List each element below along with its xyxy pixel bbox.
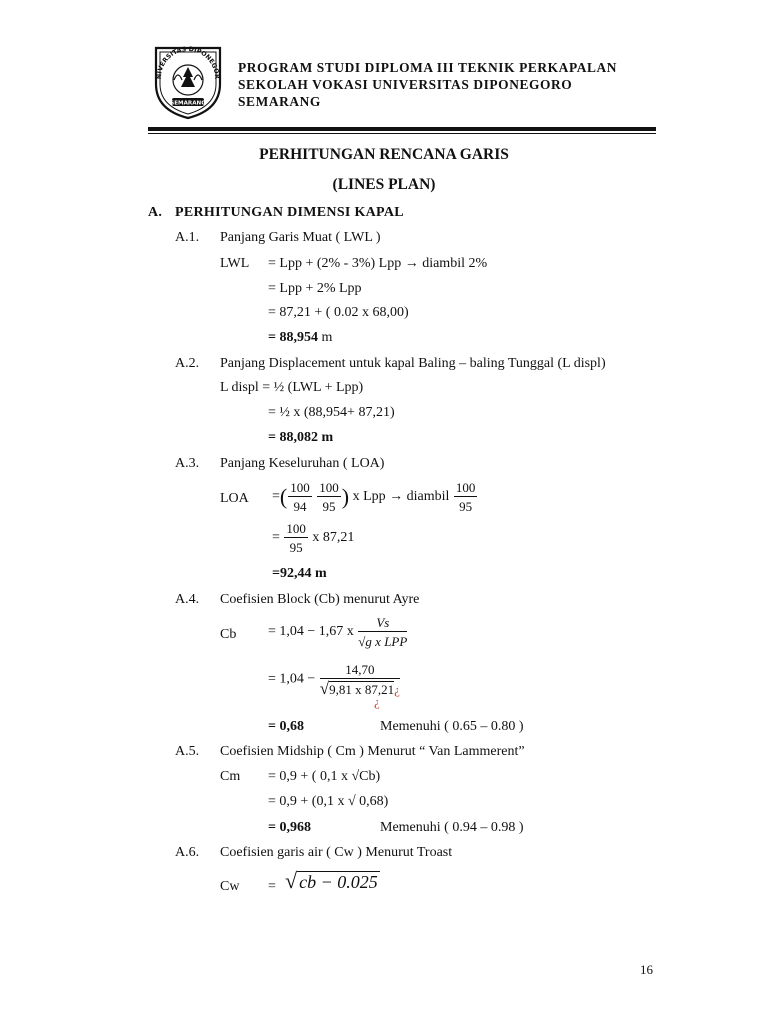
a5-result-value: 0,968 bbox=[279, 820, 311, 835]
a3-fraction-4: $\frac{100}{95}$ bbox=[286, 521, 306, 555]
a4-variable: Cb bbox=[220, 627, 237, 642]
a3-title: Panjang Keseluruhan ( LOA) bbox=[220, 456, 385, 471]
a1-line-2: = Lpp + 2% Lpp bbox=[268, 281, 362, 296]
a6-eq: = bbox=[268, 879, 276, 894]
a3-result: =92,44 m bbox=[272, 566, 327, 581]
a3-mid-text: x Lpp → diambil bbox=[352, 489, 450, 504]
svg-text:UNIVERSITAS DIPONEGORO: NIVERSITAS DIPONEGOR bbox=[155, 45, 221, 80]
a4-line-1-head: = 1,04 − 1,67 x bbox=[268, 624, 354, 639]
page-subtitle: (LINES PLAN) bbox=[332, 176, 436, 193]
header-divider-thick bbox=[148, 127, 656, 131]
a1-result-value: 88,954 bbox=[279, 330, 318, 345]
a4-fraction-2: $\frac{14,70}{√9,81 x 87,21¿}$ bbox=[319, 662, 400, 698]
a4-correction-mark: ¿ bbox=[374, 694, 380, 709]
a6-formula-radicand: cb − 0.025 bbox=[299, 872, 378, 892]
a4-number: A.4. bbox=[175, 592, 200, 607]
a1-result bbox=[268, 330, 332, 346]
a5-number: A.5. bbox=[175, 744, 200, 759]
a5-title: Coefisien Midship ( Cm ) Menurut “ Van Lammerent” bbox=[220, 744, 525, 759]
a3-variable: LOA bbox=[220, 491, 249, 506]
a3-formula: =( $\frac{100}{94}$ $\frac{100}{95}$ ) x Lpp → diambil $\frac{100}{95}$ bbox=[272, 480, 476, 514]
a2-line-1: L displ = ½ (LWL + Lpp) bbox=[220, 380, 364, 395]
a1-title: Panjang Garis Muat ( LWL ) bbox=[220, 230, 381, 245]
a5-line-2: = 0,9 + (0,1 x √ 0,68) bbox=[268, 794, 389, 809]
a6-variable: Cw bbox=[220, 879, 240, 894]
a6-formula: √ cb − 0.025 bbox=[285, 868, 378, 893]
header-divider-thin bbox=[148, 133, 656, 134]
a6-number: A.6. bbox=[175, 845, 200, 860]
a4-note: Memenuhi ( 0.65 – 0.80 ) bbox=[380, 719, 524, 734]
a2-result: = 88,082 m bbox=[268, 430, 334, 445]
a1-variable: LWL bbox=[220, 256, 250, 271]
a3-line-2-eq: = bbox=[272, 530, 280, 545]
a4-line-1 bbox=[268, 615, 408, 649]
header-line-program: PROGRAM STUDI DIPLOMA III TEKNIK PERKAPALAN bbox=[238, 60, 618, 75]
section-a-title: PERHITUNGAN DIMENSI KAPAL bbox=[175, 205, 404, 220]
a4-line-2-head: = 1,04 − bbox=[268, 671, 316, 687]
section-a-label: A. bbox=[148, 205, 163, 220]
a5-note: Memenuhi ( 0.94 – 0.98 ) bbox=[380, 820, 524, 835]
a3-fraction-3: $\frac{100}{95}$ bbox=[455, 480, 476, 514]
a2-number: A.2. bbox=[175, 356, 200, 371]
a1-line-3: = 87,21 + ( 0.02 x 68,00) bbox=[268, 305, 409, 320]
a1-result-eq: = bbox=[268, 330, 276, 345]
a5-variable: Cm bbox=[220, 769, 241, 784]
page-number: 16 bbox=[640, 962, 653, 977]
a5-result bbox=[268, 820, 311, 836]
a3-fraction-1: $\frac{100}{94}$ bbox=[290, 480, 310, 514]
a3-fraction-2: $\frac{100}{95}$ bbox=[319, 480, 339, 514]
a1-result-unit: m bbox=[321, 330, 333, 345]
a4-line-2 bbox=[268, 662, 401, 697]
a4-result-eq: = bbox=[268, 719, 276, 734]
a2-title: Panjang Displacement untuk kapal Baling – baling Tunggal (L displ) bbox=[220, 356, 606, 371]
a2-line-2: = ½ x (88,954+ 87,21) bbox=[268, 405, 395, 420]
a1-line-1: = Lpp + (2% - 3%) Lpp → diambil 2% bbox=[268, 256, 488, 271]
a5-line-1: = 0,9 + ( 0,1 x √Cb) bbox=[268, 769, 381, 784]
a3-line-2 bbox=[272, 521, 354, 555]
a4-title: Coefisien Block (Cb) menurut Ayre bbox=[220, 592, 420, 607]
a1-number: A.1. bbox=[175, 230, 200, 245]
university-logo bbox=[150, 40, 226, 120]
a3-line-2-tail: x 87,21 bbox=[312, 530, 355, 545]
header-line-city: SEMARANG bbox=[238, 94, 321, 109]
svg-text:SEMARANG: SEMARANG bbox=[170, 100, 206, 107]
a4-result-value: 0,68 bbox=[279, 719, 304, 734]
a4-result bbox=[268, 719, 304, 735]
a4-fraction-1: $\frac{Vs}{\text{√g x LPP}}$ bbox=[358, 615, 408, 649]
a5-result-eq: = bbox=[268, 820, 276, 835]
page-title: PERHITUNGAN RENCANA GARIS bbox=[259, 146, 509, 163]
header-line-school: SEKOLAH VOKASI UNIVERSITAS DIPONEGORO bbox=[238, 77, 573, 92]
a3-eq: = bbox=[272, 489, 280, 505]
a6-title: Coefisien garis air ( Cw ) Menurut Troast bbox=[220, 845, 453, 860]
a3-number: A.3. bbox=[175, 456, 200, 471]
